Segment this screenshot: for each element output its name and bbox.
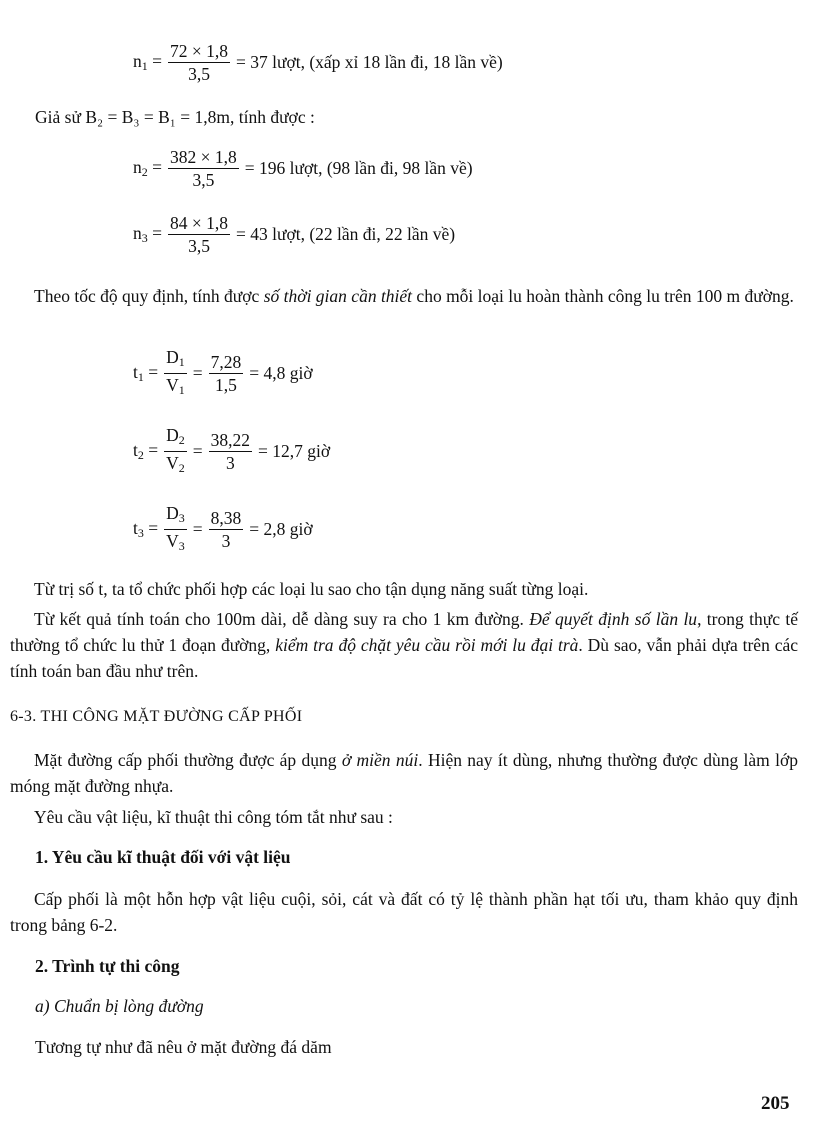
paragraph-combine: Từ trị số t, ta tổ chức phối hợp các loại lu sao cho tận dụng năng suất từng loại. — [34, 579, 589, 599]
text-run: , trong thực tế thường tổ chức lu thử 1 đoạn đường, — [10, 609, 798, 655]
formula-n2: $n_2$ = $\frac{382 \times 1,8}{3,5}$ = 196 lượt, (98 lần đi, 98 lần về) — [133, 147, 473, 190]
formula-n3: $n_3$ = $\frac{84 \times 1,8}{3,5}$ = 43 lượt, (22 lần đi, 22 lần về) — [133, 213, 456, 256]
denominator: V — [166, 375, 179, 395]
italic-run: Để quyết định số lần lu — [529, 609, 698, 629]
assumption-line: Giả sử B₂ = B₃ = B₁ = 1,8m, tính được : — [35, 107, 315, 127]
paragraph-result — [10, 606, 798, 684]
formula-var: n — [133, 223, 142, 243]
numerator: D — [166, 347, 179, 367]
formula-t3: $t_3$ = $\frac{D_3}{V_3}$ = $\frac{8,38}{3}$ = 2,8 giờ — [133, 502, 319, 557]
sub-heading-roadbed: a) Chuẩn bị lòng đường — [35, 996, 204, 1016]
numerator: 84 × 1,8 — [170, 213, 228, 233]
fraction — [168, 40, 230, 85]
denominator: 3,5 — [192, 170, 215, 190]
fraction-symbolic — [164, 424, 187, 479]
numerator-sub: 2 — [178, 433, 185, 447]
formula-var: t — [133, 518, 138, 538]
numerator: 72 × 1,8 — [170, 41, 228, 61]
formula-result: = 43 lượt, (22 lần đi, 22 lần về) — [236, 224, 456, 244]
numerator: 382 × 1,8 — [170, 147, 237, 167]
numerator: 7,28 — [210, 352, 242, 372]
fraction-symbolic — [164, 346, 187, 401]
numerator-sub: 3 — [178, 511, 185, 525]
fraction-symbolic — [164, 502, 187, 557]
fraction — [168, 212, 230, 257]
denominator: 3 — [225, 453, 235, 473]
formula-sub: 2 — [141, 165, 148, 179]
denominator: V — [166, 531, 179, 551]
heading-construction-order: 2. Trình tự thi công — [35, 956, 180, 976]
paragraph-usage — [10, 747, 798, 799]
text-run: . Hiện nay ít dùng, nhưng thường được dùng làm lớp móng mặt đường nhựa. — [10, 750, 798, 796]
denominator-sub: 1 — [178, 383, 185, 397]
text-run: cho mỗi loại lu hoàn thành công lu trên 100 m đường. — [412, 286, 794, 306]
formula-result: = 37 lượt, (xấp xỉ 18 lần đi, 18 lần về) — [236, 52, 503, 72]
heading-materials: 1. Yêu cầu kĩ thuật đối với vật liệu — [35, 847, 291, 867]
denominator-sub: 2 — [178, 461, 185, 475]
paragraph-similar: Tương tự như đã nêu ở mặt đường đá dăm — [35, 1037, 332, 1057]
fraction — [168, 146, 239, 191]
denominator: 3 — [221, 531, 231, 551]
numerator: 8,38 — [210, 508, 242, 528]
text-run: Từ kết quả tính toán cho 100m dài, dễ dàng suy ra cho 1 km đường. — [34, 609, 530, 629]
formula-var: t — [133, 362, 138, 382]
formula-var: n — [133, 51, 142, 71]
paragraph-material: Cấp phối là một hỗn hợp vật liệu cuội, sỏi, cát và đất có tỷ lệ thành phần hạt tối ưu, tham khảo quy định trong bảng 6-2. — [10, 889, 798, 935]
text-run: . Dù sao, vẫn phải dựa trên các tính toán ban đầu như trên. — [10, 635, 799, 681]
fraction — [209, 351, 244, 396]
italic-run: ở miền núi — [341, 750, 419, 770]
fraction — [209, 429, 252, 474]
formula-sub: 2 — [137, 448, 144, 462]
formula-sub: 1 — [137, 370, 144, 384]
formula-t2: $t_2$ = $\frac{D_2}{V_2}$ = $\frac{38,22}{3}$ = 12,7 giờ — [133, 424, 336, 479]
italic-run: kiểm tra độ chặt yêu cầu rồi mới lu đại trà — [275, 635, 579, 655]
formula-sub: 1 — [141, 59, 148, 73]
formula-sub: 3 — [141, 231, 148, 245]
text-run: Mặt đường cấp phối thường được áp dụng — [34, 750, 342, 770]
formula-var: n — [133, 157, 142, 177]
paragraph-speed — [10, 283, 798, 309]
formula-sub: 3 — [137, 526, 144, 540]
denominator: V — [166, 453, 179, 473]
text-run: Theo tốc độ quy định, tính được — [34, 286, 264, 306]
denominator-sub: 3 — [178, 539, 185, 553]
denominator: 1,5 — [215, 375, 237, 395]
numerator: 38,22 — [210, 430, 251, 450]
formula-result: = 12,7 giờ — [258, 441, 331, 461]
section-heading: 6-3. THI CÔNG MẶT ĐƯỜNG CẤP PHỐI — [10, 708, 303, 725]
denominator: 3,5 — [188, 64, 210, 84]
formula-var: t — [133, 440, 138, 460]
denominator: 3,5 — [188, 236, 210, 256]
formula-result: = 4,8 giờ — [249, 363, 313, 383]
numerator-sub: 1 — [178, 355, 185, 369]
paragraph-requirements: Yêu cầu vật liệu, kĩ thuật thi công tóm tắt như sau : — [34, 807, 393, 827]
formula-t1: $t_1$ = $\frac{D_1}{V_1}$ = $\frac{7,28}{1,5}$ = 4,8 giờ — [133, 346, 319, 401]
numerator: D — [166, 503, 179, 523]
page-number: 205 — [761, 1093, 790, 1114]
formula-result: = 2,8 giờ — [249, 519, 313, 539]
formula-result: = 196 lượt, (98 lần đi, 98 lần về) — [244, 158, 473, 178]
fraction — [209, 507, 244, 552]
italic-run: số thời gian cần thiết — [263, 286, 413, 306]
numerator: D — [166, 425, 179, 445]
formula-n1: $n_1$ = $\frac{72 \times 1,8}{3,5}$ = 37 lượt, (xấp xỉ 18 lần đi, 18 lần về) — [133, 41, 503, 84]
